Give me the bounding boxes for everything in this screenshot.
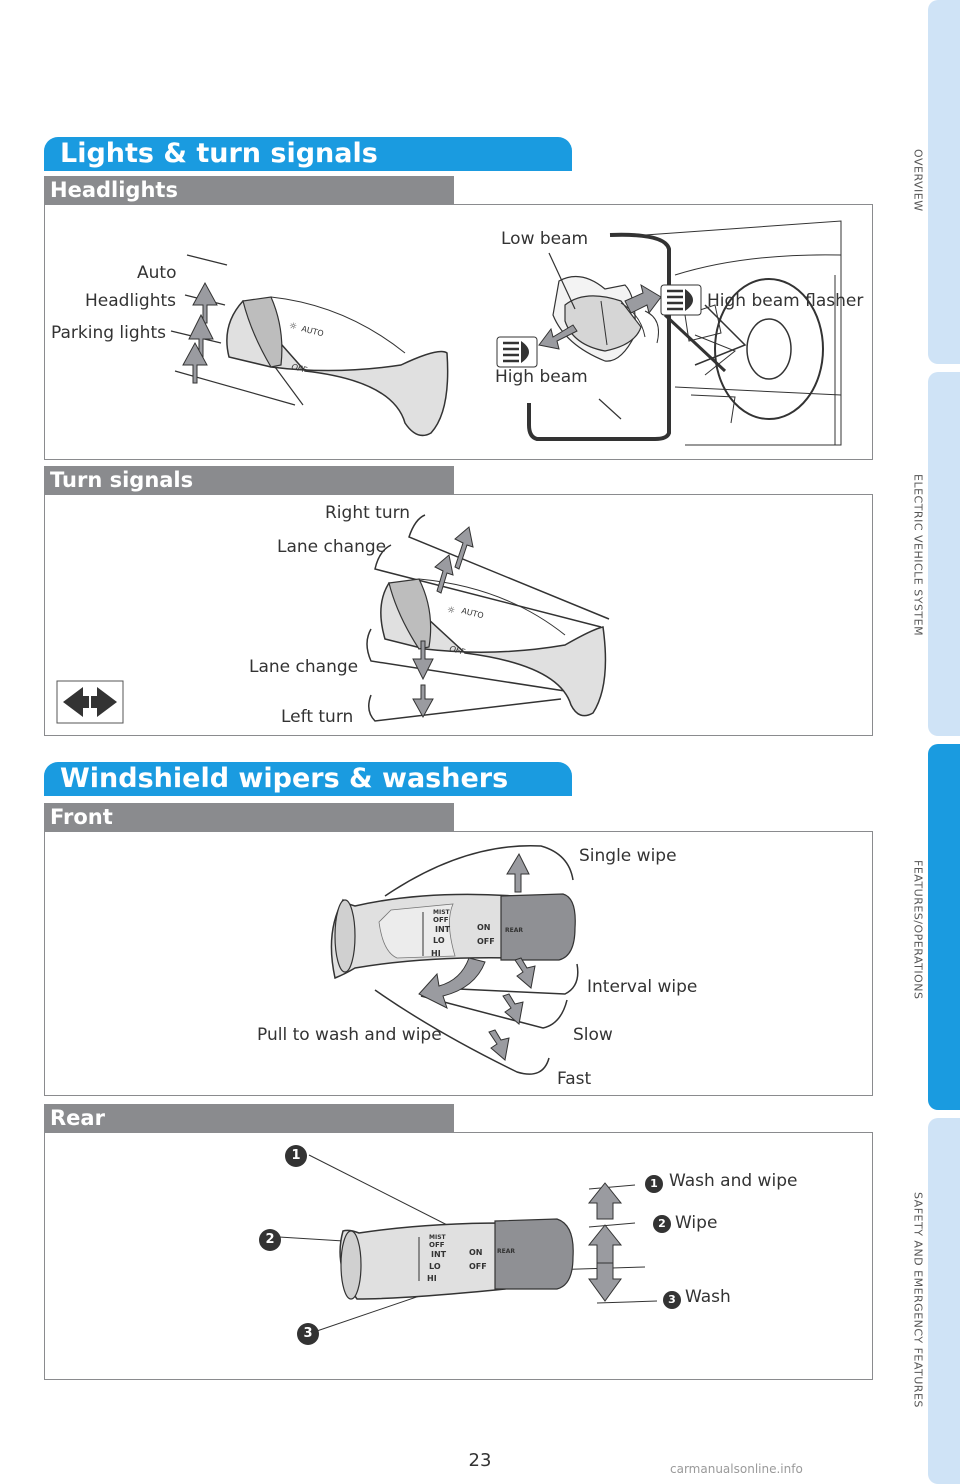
badge-wash: 3	[663, 1291, 681, 1309]
label-high-beam-flasher: High beam flasher	[707, 291, 864, 311]
side-tab-label: ELECTRIC VEHICLE SYSTEM	[911, 473, 925, 637]
switch-text-off2: OFF	[469, 1262, 487, 1271]
switch-text-int: INT	[435, 925, 451, 934]
switch-text-auto: AUTO	[300, 324, 325, 339]
switch-text-lo: LO	[433, 936, 445, 945]
switch-text-off2: OFF	[477, 937, 495, 946]
label-wipe: Wipe	[675, 1213, 718, 1233]
switch-text-on: ON	[477, 923, 491, 932]
label-right-turn: Right turn	[325, 503, 411, 523]
side-tab-label: OVERVIEW	[911, 148, 925, 212]
label-lane-change-down: Lane change	[249, 657, 359, 677]
dashboard-illustration	[45, 205, 874, 461]
switch-text-on: ON	[469, 1248, 483, 1257]
section-title-lights: Lights & turn signals	[44, 137, 572, 171]
headlights-panel	[44, 204, 873, 460]
label-low-beam: Low beam	[501, 229, 589, 249]
side-tab-label: SAFETY AND EMERGENCY FEATURES	[911, 1192, 925, 1408]
section-title-wipers: Windshield wipers & washers	[44, 762, 572, 796]
svg-text:☼: ☼	[447, 606, 456, 616]
turn-signal-stalk-illustration	[45, 495, 874, 737]
label-lane-change-up: Lane change	[277, 537, 387, 557]
switch-text-off: OFF	[448, 644, 466, 657]
switch-text-mist: MIST	[429, 1234, 446, 1241]
svg-text:☼: ☼	[289, 322, 298, 332]
switch-text-rear: REAR	[505, 927, 523, 934]
subsection-title-rear: Rear	[44, 1104, 454, 1132]
switch-text-mist: MIST	[433, 909, 450, 916]
label-parking-lights: Parking lights	[51, 323, 166, 343]
switch-text-rear: REAR	[497, 1248, 515, 1255]
label-slow: Slow	[573, 1025, 613, 1045]
front-wipers-panel	[44, 831, 873, 1096]
label-single-wipe: Single wipe	[579, 846, 677, 866]
label-fast: Fast	[557, 1069, 592, 1089]
label-wash: Wash	[685, 1287, 731, 1307]
subsection-title-turn-signals: Turn signals	[44, 466, 454, 494]
switch-text-int: INT	[431, 1250, 447, 1259]
label-high-beam: High beam	[495, 367, 588, 387]
front-wiper-stalk-illustration	[45, 832, 874, 1097]
side-tab-overview[interactable]	[928, 0, 960, 364]
rear-wipers-panel	[44, 1132, 873, 1380]
label-left-turn: Left turn	[281, 707, 354, 727]
label-headlights: Headlights	[85, 291, 176, 311]
subsection-title-front: Front	[44, 803, 454, 831]
side-tab-ev-system[interactable]	[928, 372, 960, 736]
side-tab-safety[interactable]	[928, 1118, 960, 1484]
badge-wipe: 2	[653, 1215, 671, 1233]
label-auto: Auto	[137, 263, 177, 283]
badge-2: 2	[259, 1229, 281, 1251]
badge-wash-and-wipe: 1	[645, 1175, 663, 1193]
badge-1: 1	[285, 1145, 307, 1167]
label-wash-and-wipe: Wash and wipe	[669, 1171, 798, 1191]
switch-text-off: OFF	[433, 916, 449, 924]
label-interval-wipe: Interval wipe	[587, 977, 698, 997]
switch-text-hi: HI	[427, 1274, 437, 1283]
label-pull-to-wash: Pull to wash and wipe	[257, 1025, 442, 1045]
page-number: 23	[468, 1450, 492, 1471]
switch-text-off: OFF	[290, 362, 308, 375]
side-tab-label: FEATURES/OPERATIONS	[911, 860, 925, 1000]
switch-text-off: OFF	[429, 1241, 445, 1249]
switch-text-hi: HI	[431, 949, 441, 958]
watermark: carmanualsonline.info	[670, 1462, 803, 1476]
badge-3: 3	[297, 1323, 319, 1345]
side-tab-features-operations[interactable]	[928, 744, 960, 1110]
switch-text-lo: LO	[429, 1262, 441, 1271]
turn-signals-panel	[44, 494, 873, 736]
subsection-title-headlights: Headlights	[44, 176, 454, 204]
switch-text-auto: AUTO	[460, 606, 485, 621]
